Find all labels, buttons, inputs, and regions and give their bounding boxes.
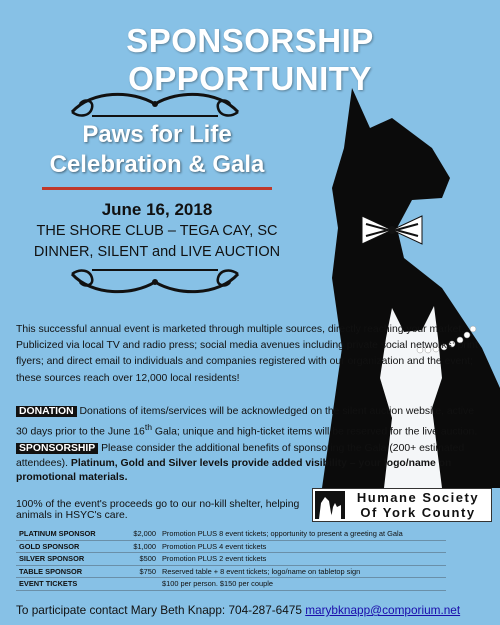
donation-text: Donations of items/services will be acknowledged on the silent auction website, active 30 days prior to the June 16	[16, 406, 475, 437]
donation-label: DONATION	[16, 406, 77, 417]
title-underline	[42, 187, 272, 190]
tier-name: PLATINUM SPONSOR	[19, 529, 96, 539]
sponsorship-end: .	[124, 472, 128, 483]
event-title	[20, 120, 294, 180]
tier-name: TABLE SPONSOR	[19, 566, 83, 576]
proceeds-statement: 100% of the event's proceeds go to our no-kill shelter, helping animals in HSYC's care.	[16, 499, 300, 521]
tier-row	[16, 541, 446, 554]
tier-price: $2,000	[133, 529, 156, 539]
tier-name: GOLD SPONSOR	[19, 541, 80, 551]
contact-email-link[interactable]: marybknapp@comporium.net	[305, 603, 461, 617]
tier-desc: Reserved table + 8 event tickets; logo/name on tabletop sign	[162, 566, 361, 576]
donation-sup: th	[144, 421, 153, 432]
tier-name: SILVER SPONSOR	[19, 554, 85, 564]
event-venue: THE SHORE CLUB – TEGA CAY, SC	[36, 223, 278, 239]
tier-price: $500	[139, 554, 156, 564]
tier-desc: Promotion PLUS 4 event tickets	[162, 541, 267, 551]
intro-paragraph: This successful annual event is marketed through multiple sources, directly reaching your market. Publicized via local TV and radio press; social media avenues including private social networks; print flyers; and direct email to individuals and companies registered with our organization and the event; these sources reach over 12,000 local residents!	[16, 324, 478, 384]
tier-price: $750	[139, 566, 156, 576]
sponsorship-paragraph	[16, 442, 486, 486]
event-program: DINNER, SILENT and LIVE AUCTION	[33, 244, 281, 260]
dog-cat-logo-icon	[315, 491, 345, 519]
tier-name: EVENT TICKETS	[19, 579, 78, 589]
tier-row	[16, 578, 446, 591]
logo-line2: Of York County	[360, 505, 476, 520]
flourish-top-icon	[62, 86, 248, 122]
sponsorship-label: SPONSORSHIP	[16, 443, 98, 454]
tier-desc: $100 per person. $150 per couple	[162, 579, 273, 589]
event-title-line2: Celebration & Gala	[49, 151, 265, 178]
tier-price: $1,000	[133, 541, 156, 551]
tier-row	[16, 553, 446, 566]
sponsorship-tier-table	[16, 528, 446, 591]
tier-desc: Promotion PLUS 2 event tickets	[162, 554, 267, 564]
sponsorship-bold-text: Platinum, Gold and Silver levels provide added visibility – your logo/name on promotional materials	[16, 457, 452, 483]
contact-text: To participate contact Mary Beth Knapp: 704-287-6475	[16, 603, 302, 617]
page-headline: SPONSORSHIP OPPORTUNITY	[126, 22, 374, 97]
flourish-bottom-icon	[62, 264, 248, 300]
tier-row	[16, 566, 446, 579]
donation-paragraph	[16, 405, 486, 439]
tier-row	[16, 528, 446, 541]
hsyc-logo	[312, 488, 492, 522]
tier-desc: Promotion PLUS 8 event tickets; opportunity to present a greeting at Gala	[162, 529, 403, 539]
sponsorship-text: Please consider the additional benefits of sponsoring the Gala (200+ estimated attendees).	[16, 443, 465, 469]
logo-line1: Humane Society	[356, 490, 480, 505]
event-title-line1: Paws for Life	[82, 121, 232, 148]
contact-line	[16, 603, 496, 617]
donation-text-after: Gala; unique and high-ticket items will be reserved for the live auction.	[152, 425, 478, 437]
event-date: June 16, 2018	[101, 200, 213, 219]
